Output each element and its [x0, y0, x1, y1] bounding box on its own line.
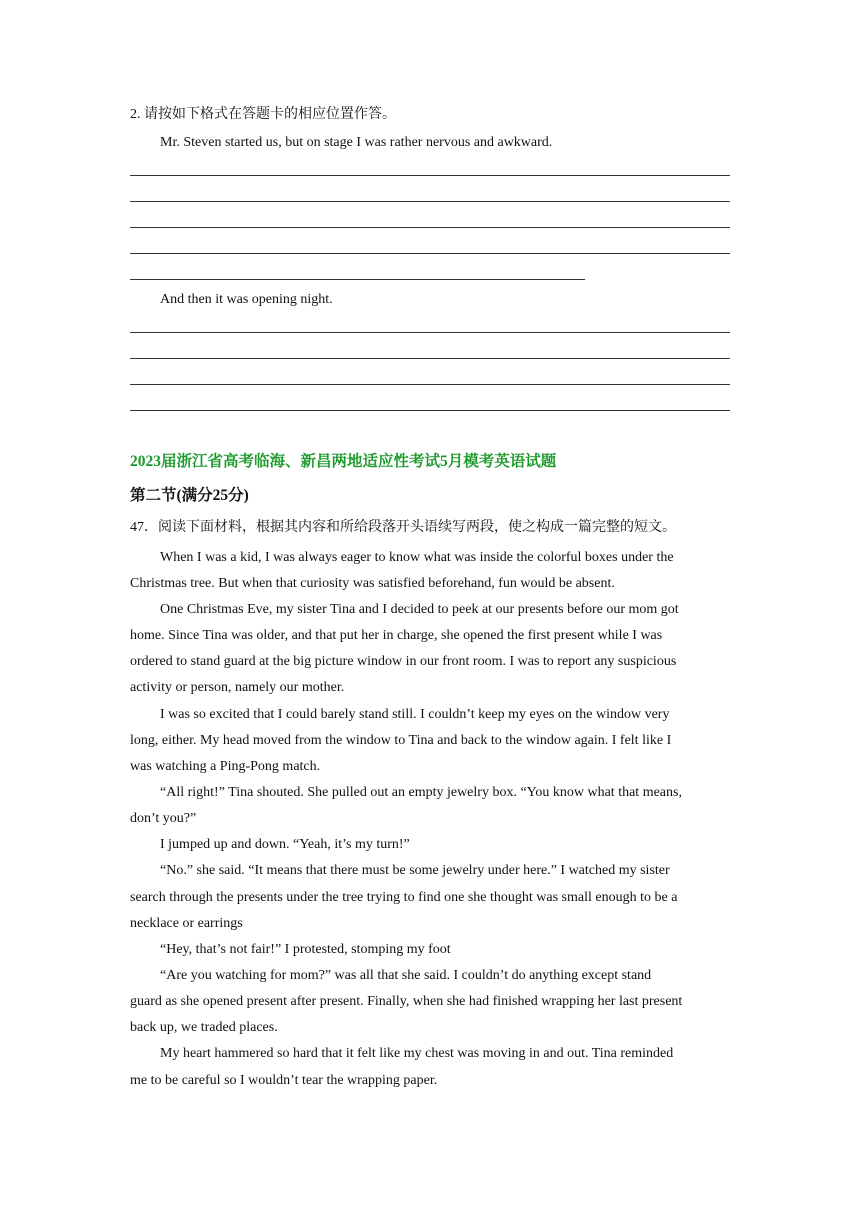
- paragraph-opener-2: And then it was opening night.: [160, 292, 333, 307]
- answer-line: [130, 410, 730, 411]
- passage-line: me to be careful so I wouldn’t tear the wrapping paper.: [130, 1073, 438, 1088]
- passage-line: guard as she opened present after present. Finally, when she had finished wrapping her last present: [130, 994, 683, 1009]
- passage-line: I jumped up and down. “Yeah, it’s my turn!”: [160, 837, 410, 852]
- part-title: 第二节(满分25分): [130, 487, 249, 504]
- passage-line: “All right!” Tina shouted. She pulled out an empty jewelry box. “You know what that means,: [160, 785, 682, 800]
- answer-line: [130, 227, 730, 228]
- instruction-text: 2. 请按如下格式在答题卡的相应位置作答。: [130, 107, 396, 122]
- paragraph-opener-1: Mr. Steven started us, but on stage I was rather nervous and awkward.: [160, 135, 553, 150]
- answer-line: [130, 332, 730, 333]
- passage-line: activity or person, namely our mother.: [130, 680, 345, 695]
- passage-line: I was so excited that I could barely stand still. I couldn’t keep my eyes on the window very: [160, 707, 670, 722]
- answer-line: [130, 253, 730, 254]
- passage-line: necklace or earrings: [130, 916, 243, 931]
- answer-line: [130, 279, 585, 280]
- passage-line: was watching a Ping-Pong match.: [130, 759, 321, 774]
- passage-line: When I was a kid, I was always eager to know what was inside the colorful boxes under the: [160, 550, 674, 565]
- passage-line: search through the presents under the tree trying to find one she thought was small enough to be a: [130, 890, 678, 905]
- answer-line: [130, 201, 730, 202]
- passage-line: Christmas tree. But when that curiosity was satisfied beforehand, fun would be absent.: [130, 576, 615, 591]
- passage-line: don’t you?”: [130, 811, 197, 826]
- passage-line: back up, we traded places.: [130, 1020, 278, 1035]
- answer-line: [130, 358, 730, 359]
- question-text: 47．阅读下面材料，根据其内容和所给段落开头语续写两段，使之构成一篇完整的短文。: [130, 520, 676, 535]
- passage-line: long, either. My head moved from the window to Tina and back to the window again. I felt like I: [130, 733, 672, 748]
- passage-line: ordered to stand guard at the big picture window in our front room. I was to report any suspicious: [130, 654, 677, 669]
- exam-title: 2023届浙江省高考临海、新昌两地适应性考试5月模考英语试题: [130, 453, 557, 470]
- answer-line: [130, 384, 730, 385]
- passage-line: “No.” she said. “It means that there must be some jewelry under here.” I watched my sister: [160, 863, 670, 878]
- passage-line: One Christmas Eve, my sister Tina and I decided to peek at our presents before our mom got: [160, 602, 679, 617]
- passage-line: “Are you watching for mom?” was all that she said. I couldn’t do anything except stand: [160, 968, 652, 983]
- passage-line: My heart hammered so hard that it felt like my chest was moving in and out. Tina reminded: [160, 1046, 674, 1061]
- passage-line: “Hey, that’s not fair!” I protested, stomping my foot: [160, 942, 451, 957]
- answer-line: [130, 175, 730, 176]
- passage-line: home. Since Tina was older, and that put her in charge, she opened the first present while I was: [130, 628, 663, 643]
